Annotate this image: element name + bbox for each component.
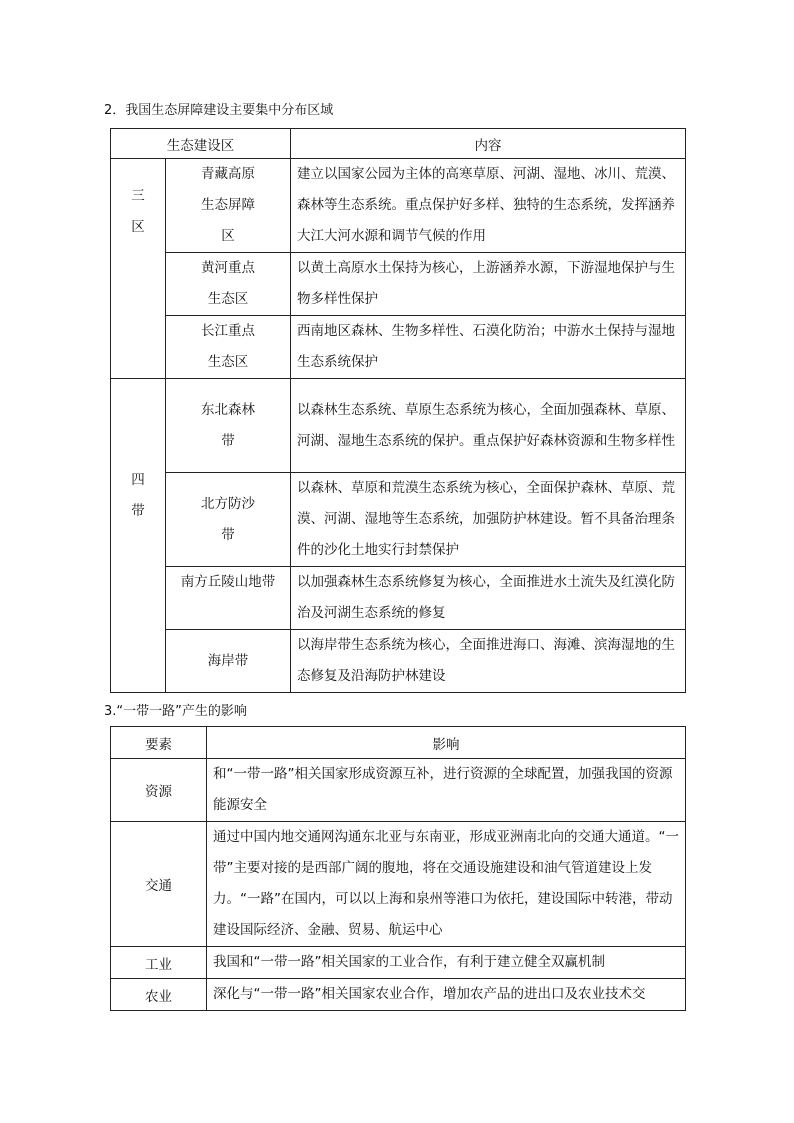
group-label-text: 三区 (131, 188, 145, 235)
zone-content: 以海岸带生态系统为核心，全面推进海口、海滩、滨海湿地的生态修复及沿海防护林建设 (291, 630, 686, 693)
zone-content: 以森林生态系统、草原生态系统为核心，全面加强森林、草原、河湖、湿地生态系统的保护。重点保护好森林资源和生物多样性 (291, 379, 686, 473)
factor-cell: 资源 (111, 759, 207, 822)
zone-name: 北方防沙带 (166, 473, 291, 567)
zone-name: 南方丘陵山地带 (166, 567, 291, 630)
zone-name: 海岸带 (166, 630, 291, 693)
factor-cell: 交通 (111, 822, 207, 947)
group-label-three-zones (111, 159, 166, 379)
section2-heading: 2．我国生态屏障建设主要集中分布区域 (104, 103, 334, 118)
zone-content: 以黄土高原水土保持为核心，上游涵养水源，下游湿地保护与生物多样性保护 (291, 253, 686, 316)
group-label-four-belts (111, 379, 166, 693)
zone-name: 东北森林带 (166, 379, 291, 473)
section3-heading: 3.“一带一路”产生的影响 (104, 704, 247, 719)
ecological-barrier-table (110, 128, 686, 693)
header-factor: 要素 (111, 727, 207, 759)
zone-content: 建立以国家公园为主体的高寒草原、河湖、湿地、冰川、荒漠、森林等生态系统。重点保护好多样、独特的生态系统，发挥涵养大江大河水源和调节气候的作用 (291, 159, 686, 253)
zone-content: 以加强森林生态系统修复为核心，全面推进水土流失及红漠化防治及河湖生态系统的修复 (291, 567, 686, 630)
impact-cell: 深化与“一带一路”相关国家农业合作，增加农产品的进出口及农业技术交 (207, 979, 686, 1011)
group-label-text: 四带 (131, 472, 145, 519)
header-impact: 影响 (207, 727, 686, 759)
zone-content: 西南地区森林、生物多样性、石漠化防治；中游水土保持与湿地生态系统保护 (291, 316, 686, 379)
zone-name: 长江重点生态区 (166, 316, 291, 379)
header-content: 内容 (291, 129, 686, 159)
header-zone: 生态建设区 (111, 129, 291, 159)
factor-cell: 农业 (111, 979, 207, 1011)
impact-cell: 我国和“一带一路”相关国家的工业合作，有利于建立健全双赢机制 (207, 947, 686, 979)
impact-cell: 和“一带一路”相关国家形成资源互补，进行资源的全球配置，加强我国的资源能源安全 (207, 759, 686, 822)
zone-name: 黄河重点生态区 (166, 253, 291, 316)
factor-cell: 工业 (111, 947, 207, 979)
impact-cell: 通过中国内地交通网沟通东北亚与东南亚，形成亚洲南北向的交通大通道。“一带”主要对接的是西部广阔的腹地，将在交通设施建设和油气管道建设上发力。“一路”在国内，可以以上海和泉州等港口为依托，建设国际中转港，带动建设国际经济、金融、贸易、航运中心 (207, 822, 686, 947)
zone-name: 青藏高原生态屏障区 (166, 159, 291, 253)
belt-road-impact-table (110, 726, 686, 1011)
zone-content: 以森林、草原和荒漠生态系统为核心，全面保护森林、草原、荒漠、河湖、湿地等生态系统，加强防护林建设。暂不具备治理条件的沙化土地实行封禁保护 (291, 473, 686, 567)
